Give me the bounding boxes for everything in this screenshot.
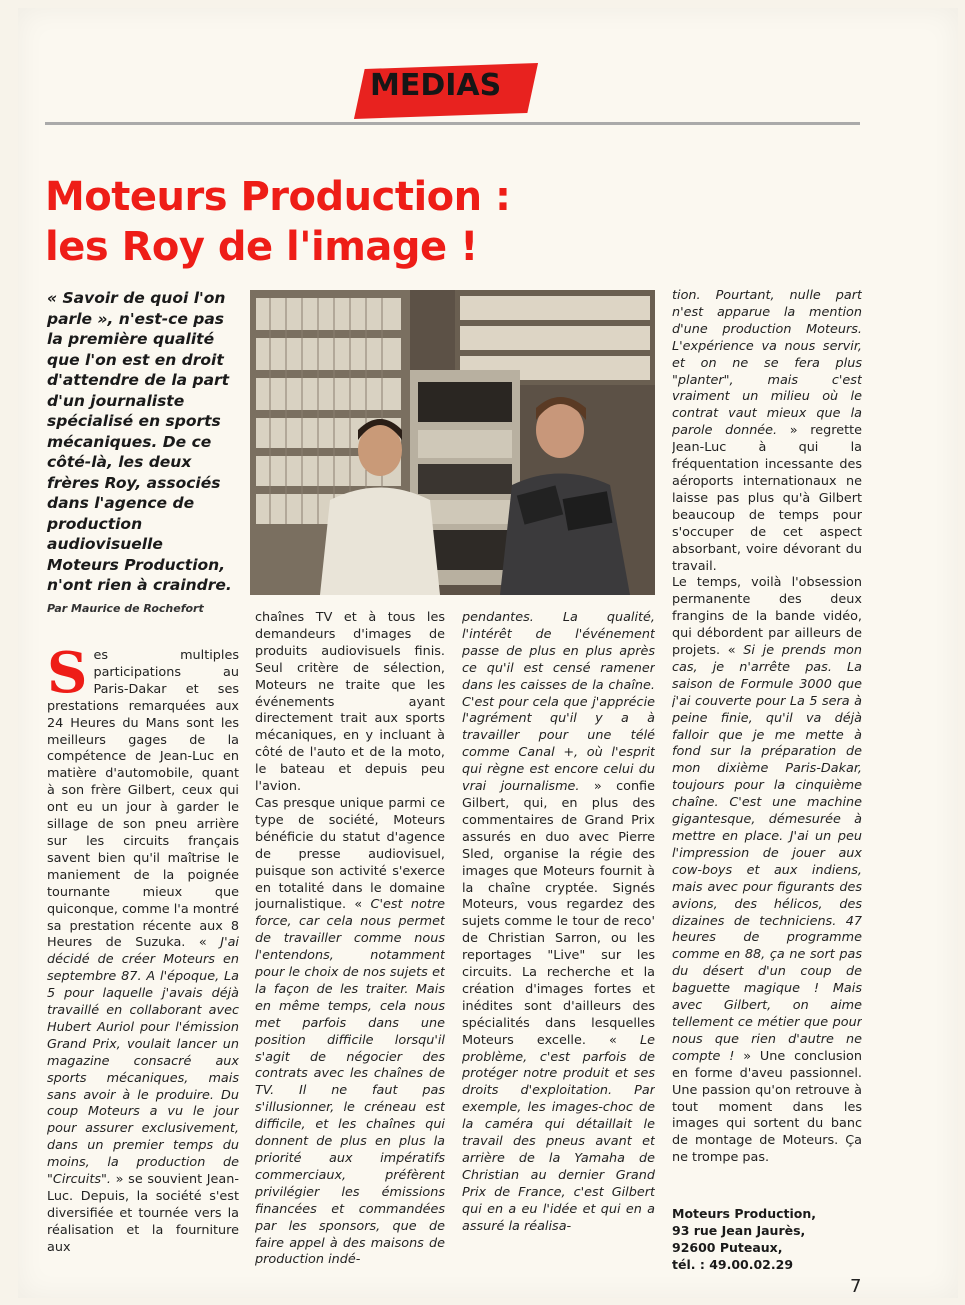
column-2 [255, 610, 445, 1272]
studio-photo-illustration [250, 290, 655, 595]
col3-quote-1: pendantes. La qualité, l'intérêt de l'événement passe de plus en plus après ce qu'il est censé ramener dans les caisses de la chaîne. C'est pour cela que j'apprécie l'agrément qu'il y a à travailler pour une télé comme Canal +, où l'esprit qui règne est encore celui du vrai journalisme. [462, 610, 655, 795]
section-tag [360, 58, 535, 124]
address-street: 93 rue Jean Jaurès, [672, 1223, 806, 1238]
col4-text-2: Le temps, voilà l'obsession permanente des deux frangins de la bande vidéo, qui débordent par ailleurs de projets. « [672, 575, 862, 659]
address-city: 92600 Puteaux, [672, 1240, 783, 1255]
photo-brothers-in-video-studio [250, 290, 655, 595]
col2-paragraph-1: chaînes TV et à tous les demandeurs d'images de produits audiovisuels finis. Seul critère de sélection, Moteurs ne traite que les événements ayant directement trait aux sports mécaniques, en y incluant à côté de l'auto et de la moto, le bateau et depuis peu l'avion. [255, 610, 445, 795]
address-company: Moteurs Production, [672, 1206, 817, 1221]
col4-text-3: » Une conclusion en forme d'aveu passionnel. Une passion qu'on retrouve à tout moment dans les images qui sortent du banc de montage de Moteurs. Ça ne trompe pas. [672, 1048, 862, 1166]
col4-quote-2: Si je prends mon cas, je n'arrête pas. La saison de Formule 3000 que j'ai couverte pour La 5 sera à peine finie, qu'il va déjà falloir que je me mette à fond sur la préparation de mon dixième Paris-Dakar, toujours pour la cinquième chaîne. C'est une machine gigantesque, démesurée à mettre en place. J'ai un peu l'impression de jouer aux cow-boys et aux indiens, mais avec pour figurants des avions, des hélicos, des dizaines de techniciens. 47 heures de programme comme en 88, ça ne sort pas du désert d'un coup de baguette magique ! Mais avec Gilbert, on aime tellement ce métier que pour nous que rien d'autre ne compte ! [672, 643, 862, 1064]
col1-quote: J'ai décidé de créer Moteurs en septembre 87. A l'époque, La 5 pour laquelle j'avais déjà travaillé en collaborant avec Hubert Auriol pour l'émission Grand Prix, voulait lancer un magazine consacré aux sports mécaniques, mais sans avoir à le produire. Du coup Moteurs a vu le jour pour assurer exclusivement, dans un premier temps du moins, la production de "Circuits". [47, 935, 239, 1188]
drop-cap: S [47, 648, 88, 706]
section-label: MEDIAS [370, 68, 502, 103]
column-1 [47, 648, 239, 1273]
col2-quote: C'est notre force, car cela nous permet de travailler comme nous l'entendons, notamment pour le choix de nos sujets et la façon de les traiter. Mais en même temps, cela nous met parfois dans une position difficile lorsqu'il s'agit de négocier des contrats avec les chaînes de TV. Il ne faut pas s'illusionner, le créneau est difficile, et les chaînes qui donnent de plus en plus la priorité aux impératifs commerciaux, préfèrent privilégier les émissions financées et commandées par les sponsors, que de faire appel à des maisons de production indé- [255, 897, 445, 1268]
headline-line-1: Moteurs Production : [45, 174, 511, 220]
column-4 [672, 288, 862, 1268]
column-3 [462, 610, 655, 1272]
header-rule [45, 122, 860, 125]
col1-text-b: » se souvient Jean-Luc. Depuis, la société s'est diversifiée et tournée vers la réalisation et la fourniture aux [47, 1172, 239, 1255]
col3-text: » confie Gilbert, qui, en plus des commentaires de Grand Prix assurés en duo avec Pierre Sled, organise la régie des images que Moteurs fournit à la chaîne cryptée. Signés Moteurs, vous regardez des sujets comme le tour de reco' de Christian Sarron, ou les reportages "Live" sur les circuits. La recherche et la création d'images fortes et inédites sont d'ailleurs des spécialités dans lesquelles Moteurs excelle. « [462, 779, 655, 1048]
byline: Par Maurice de Rochefort [47, 602, 204, 615]
headline-line-2: les Roy de l'image ! [45, 224, 478, 270]
address-phone: tél. : 49.00.02.29 [672, 1257, 794, 1272]
col3-quote-2: Le problème, c'est parfois de protéger notre produit et ses droits d'exploitation. Par exemple, les images-choc de la caméra qui détaillait le travail des pneus avant et arrière de la Yamaha de Christian au dernier Grand Prix de France, c'est Gilbert qui en a eu l'idée et qui en a assuré la réalisa- [462, 1032, 655, 1234]
col1-text-a: es multiples participations au Paris-Dakar et ses prestations remarquées aux 24 Heures du Mans sont les meilleurs gages de la compétence de Jean-Luc en matière d'automobile, quant à son frère Gilbert, ceux qui ont eu un jour à garder le sillage de son pneu arrière sur les circuits français savent bien qu'il maîtrise le maniement de la poignée tournante mieux que quiconque, comme l'a montré sa prestation récente aux 8 Heures de Suzuka. « [47, 648, 239, 951]
col4-quote-1: tion. Pourtant, nulle part n'est apparue la mention d'une production Moteurs. L'expérience va nous servir, et on ne se fera plus "planter", mais c'est vraiment un milieu où le contrat vaut mieux que la parole donnée. [672, 288, 862, 439]
lead-paragraph: « Savoir de quoi l'on parle », n'est-ce pas la première qualité que l'on est en droit d'attendre de la part d'un journaliste spécialisé en sports mécaniques. De ce côté-là, les deux frères Roy, associés dans l'agence de production audiovisuelle Moteurs Production, n'ont rien à craindre. [47, 289, 232, 594]
col2-paragraph-2: Cas presque unique parmi ce type de société, Moteurs bénéficie du statut d'agence de presse audiovisuel, puisque son activité s'exerce en totalité dans le domaine journalistique. « [255, 795, 445, 913]
col4-text-1: » regrette Jean-Luc à qui la fréquentation incessante des aéroports internationaux ne laisse pas plus qu'à Gilbert beaucoup de temps pour s'occuper de cet aspect absorbant, voire dévorant du travail. [672, 423, 862, 574]
contact-address [672, 1205, 862, 1273]
headline [45, 172, 745, 272]
page-number: 7 [850, 1276, 862, 1297]
